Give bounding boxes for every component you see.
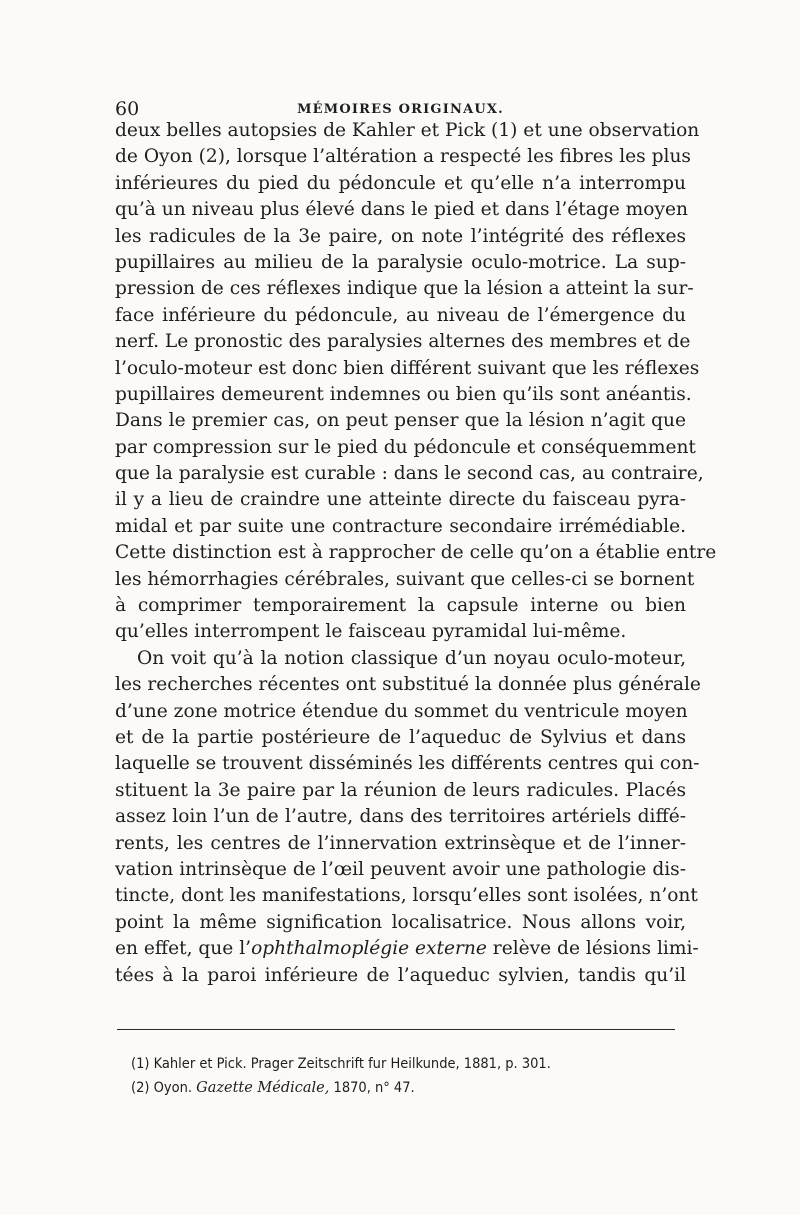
text-line: tincte, dont les manifestations, lorsqu’elles sont isolées, n’ont: [115, 885, 698, 907]
text-line: vation intrinsèque de l’œil peuvent avoir une pathologie dis-: [115, 858, 686, 880]
footnote-2: [115, 1076, 686, 1100]
text-line: Dans le premier cas, on peut penser que la lésion n’agit que: [115, 410, 686, 432]
body-text: [115, 118, 717, 989]
text-line: les hémorrhagies cérébrales, suivant que celles-ci se bornent: [115, 568, 695, 590]
text-line: inférieures du pied du pédoncule et qu’elle n’a interrompu: [115, 172, 686, 194]
page-header: [115, 92, 686, 118]
footnote-rule: [117, 1029, 675, 1030]
text-line: assez loin l’un de l’autre, dans des territoires artériels diffé-: [115, 806, 686, 828]
footnotes: [115, 1052, 686, 1100]
text-line: pupillaires demeurent indemnes ou bien qu’ils sont anéantis.: [115, 383, 692, 405]
text-line: qu’à un niveau plus élevé dans le pied et dans l’étage moyen: [115, 199, 688, 221]
text-line: nerf. Le pronostic des paralysies alternes des membres et de: [115, 331, 691, 353]
text-line: Cette distinction est à rapprocher de celle qu’on a établie entre: [115, 542, 717, 564]
text-line: d’une zone motrice étendue du sommet du ventricule moyen: [115, 700, 688, 722]
text-line: face inférieure du pédoncule, au niveau de l’émergence du: [115, 304, 686, 326]
text-line: [115, 936, 699, 962]
text-line: à comprimer temporairement la capsule interne ou bien: [115, 595, 686, 617]
text-line: pression de ces réflexes indique que la lésion a atteint la sur-: [115, 278, 694, 300]
text-line: deux belles autopsies de Kahler et Pick (1) et une observation: [115, 120, 700, 141]
journal-title: Gazette Médicale,: [196, 1079, 330, 1096]
text-line: stituent la 3e paire par la réunion de leurs radicules. Placés: [115, 779, 686, 801]
footnote-text: (2) Oyon.: [131, 1079, 197, 1096]
text-line: que la paralysie est curable : dans le second cas, au contraire,: [115, 463, 704, 485]
text-line: de Oyon (2), lorsque l’altération a respecté les fibres les plus: [115, 146, 691, 168]
running-title: MÉMOIRES ORIGINAUX.: [297, 102, 504, 117]
text-line: les radicules de la 3e paire, on note l’intégrité des réflexes: [115, 225, 686, 247]
text-line: rents, les centres de l’innervation extrinsèque et de l’inner-: [115, 832, 686, 854]
page-number: 60: [115, 98, 140, 120]
text-fragment: relève de lésions limi-: [486, 938, 699, 960]
text-line: et de la partie postérieure de l’aqueduc de Sylvius et dans: [115, 726, 686, 748]
text-line: qu’elles interrompent le faisceau pyramidal lui-même.: [115, 621, 627, 643]
text-line: On voit qu’à la notion classique d’un noyau oculo-moteur,: [137, 647, 686, 669]
text-line: pupillaires au milieu de la paralysie oculo-motrice. La sup-: [115, 251, 686, 273]
text-line: tées à la paroi inférieure de l’aqueduc sylvien, tandis qu’il: [115, 964, 686, 986]
text-line: point la même signification localisatrice. Nous allons voir,: [115, 911, 686, 933]
document-page: [115, 92, 717, 1100]
text-line: laquelle se trouvent disséminés les différents centres qui con-: [115, 753, 700, 775]
text-line: les recherches récentes ont substitué la donnée plus générale: [115, 674, 701, 696]
text-line: par compression sur le pied du pédoncule et conséquemment: [115, 436, 696, 458]
text-fragment: en effet, que l’: [115, 938, 252, 960]
text-line: midal et par suite une contracture secondaire irrémédiable.: [115, 515, 686, 537]
text-line: l’oculo-moteur est donc bien différent suivant que les réflexes: [115, 357, 700, 379]
footnote-1: (1) Kahler et Pick. Prager Zeitschrift fur Heilkunde, 1881, p. 301.: [131, 1055, 551, 1072]
text-line: il y a lieu de craindre une atteinte directe du faisceau pyra-: [115, 489, 686, 511]
italic-term: ophthalmoplégie externe: [251, 938, 487, 960]
footnote-text: 1870, n° 47.: [329, 1079, 415, 1096]
